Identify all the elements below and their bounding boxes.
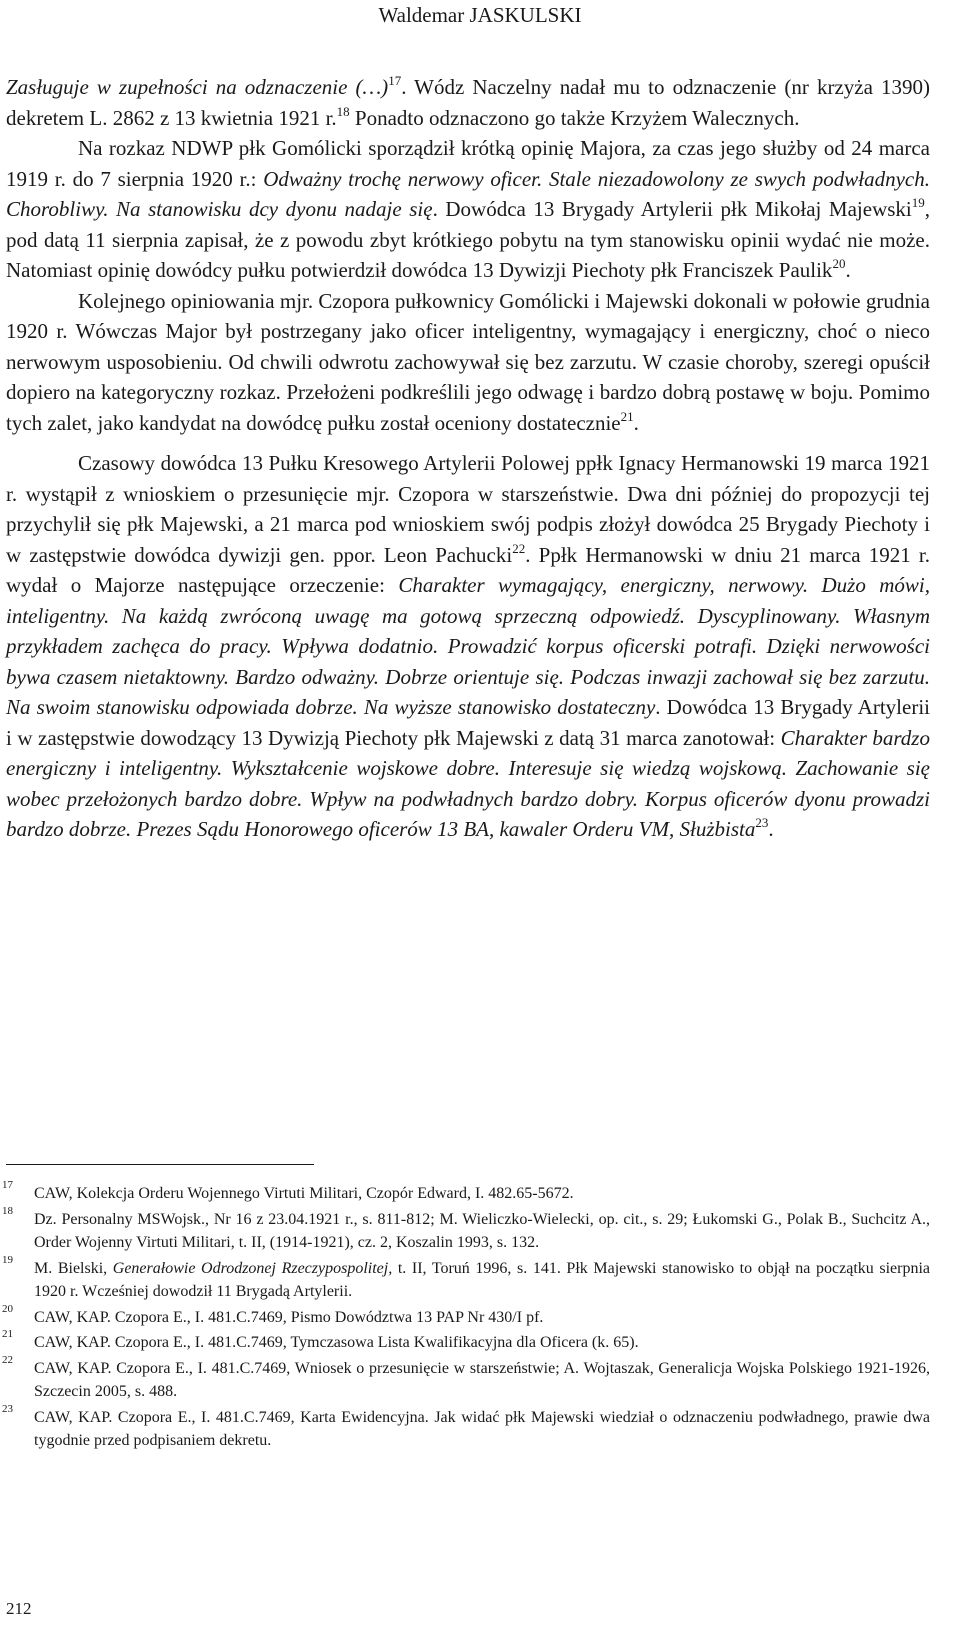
text-run: t. II, Toruń 1996, s. 141. Płk Majewski stanowisko to objął na początku sierpnia 1920 r. Wcześniej dowodził 11 Brygadą Artylerii. bbox=[34, 1259, 931, 1300]
text-run: CAW, KAP. Czopora E., I. 481.C.7469, Wniosek o przesunięcie w starszeństwie; A. Wojtaszak, Generalicja Wojska Polskiego 1921-1926, Szczecin 2005, s. 488. bbox=[34, 1359, 930, 1400]
footnote-text bbox=[34, 1182, 930, 1206]
footnote-number: 17 bbox=[2, 1179, 13, 1191]
footnote-ref: 21 bbox=[620, 408, 634, 424]
paragraph bbox=[6, 72, 930, 133]
footnote-number: 20 bbox=[2, 1302, 13, 1315]
text-run: CAW, KAP. Czopora E., I. 481.C.7469, Karta Ewidencyjna. Jak widać płk Majewski wiedział o odznaczeniu podwładnego, prawie dwa tygodnie przed podpisaniem dekretu. bbox=[34, 1408, 930, 1449]
footnote-text bbox=[34, 1208, 930, 1255]
paragraph bbox=[6, 448, 930, 845]
italic-text: Charakter wymagający, energiczny, nerwowy. Dużo mówi, inteligentny. Na każdą zwróconą uwagę ma gotową sprzeczną odpowiedź. Dyscyplinowany. Własnym przykładem zachęca do pracy. Wpływa dodatnio. Prowadzić korpus oficerski potrafi. Dzięki nerwowości bywa czasem nietaktowny. Bardzo odważny. Dobrze orientuje się. Podczas inwazji zachował się bez zarzutu. Na swoim stanowisku odpowiada dobrze. Na wyższe stanowisko dostateczny bbox=[6, 573, 930, 719]
footnote-ref: 20 bbox=[832, 256, 846, 271]
footnote-separator bbox=[6, 1164, 314, 1165]
footnote-text bbox=[34, 1406, 930, 1453]
text-run: . bbox=[845, 258, 851, 282]
text-run: Czasowy dowódca 13 Pułku Kresowego Artylerii Polowej ppłk Ignacy Hermanowski 19 marca 1921 r. wystąpił z wnioskiem o przesunięcie mjr. Czopora w starszeństwie. Dwa dni później do propozycji tej przychylił się płk Majewski, a 21 marca pod wnioskiem swój podpis złożył dowódca 25 Brygady Piechoty i w zastępstwie dowódca dywizji gen. ppor. Leon Pachucki bbox=[6, 451, 930, 567]
text-run: . Wódz Naczelny nadał mu to odznaczenie (nr krzyża 1390) dekretem L. 2862 z 13 kwietnia 1921 r. bbox=[6, 75, 930, 130]
footnotes bbox=[0, 1179, 931, 1455]
text-run: . bbox=[768, 817, 774, 841]
paragraph bbox=[6, 133, 930, 286]
footnote-number: 19 bbox=[2, 1253, 13, 1266]
page-number: 212 bbox=[6, 1599, 32, 1618]
footnote-number: 21 bbox=[2, 1328, 13, 1340]
running-header bbox=[0, 2, 960, 28]
paragraph bbox=[6, 286, 930, 439]
footnote-text bbox=[34, 1306, 930, 1330]
footnote-text bbox=[34, 1331, 930, 1355]
text-run: , pod datą 11 sierpnia zapisał, że z powodu zbyt krótkiego pobytu na tym stanowisku opinii wydać nie może. Natomiast opinię dowódcy pułku potwierdził dowódca 13 Dywizji Piechoty płk Franciszek Paulik bbox=[6, 197, 930, 282]
text-run: Ponadto odznaczono go także Krzyżem Walecznych. bbox=[349, 105, 800, 130]
footnote bbox=[0, 1204, 930, 1255]
footnote bbox=[0, 1353, 930, 1404]
text-run: . bbox=[633, 410, 639, 435]
text-run: CAW, KAP. Czopora E., I. 481.C.7469, Tymczasowa Lista Kwalifikacyjna dla Oficera (k. 65). bbox=[34, 1334, 639, 1351]
footnote-ref: 22 bbox=[512, 540, 526, 556]
text-run: . Ppłk Hermanowski w dniu 21 marca 1921 r. wydał o Majorze następujące orzeczenie: bbox=[6, 542, 930, 597]
text-run: . Dowódca 13 Brygady Artylerii i w zastępstwie dowodzący 13 Dywizją Piechoty płk Majewski z datą 31 marca zanotował: bbox=[6, 695, 930, 750]
footnote-ref: 18 bbox=[336, 103, 350, 119]
main-text bbox=[6, 72, 930, 845]
text-run: Dz. Personalny MSWojsk., Nr 16 z 23.04.1921 r., s. 811-812; M. Wieliczko-Wielecki, op. cit., s. 29; Łukomski G., Polak B., Suchcitz A., Order Wojenny Virtuti Militari, t. II, (1914-1921), cz. 2, Koszalin 1993, s. 132. bbox=[34, 1210, 930, 1251]
text-run: Kolejnego opiniowania mjr. Czopora pułkownicy Gomólicki i Majewski dokonali w połowie grudnia 1920 r. Wówczas Major był postrzegany jako oficer inteligentny, wymagający i energiczny, choć o nieco nerwowym usposobieniu. Od chwili odwrotu zachowywał się bez zarzutu. W czasie choroby, szeregi opuścił dopiero na kategoryczny rozkaz. Przełożeni podkreślili jego odwagę i bardzo dobrą postawę w boju. Pomimo tych zalet, jako kandydat na dowódcę pułku został oceniony dostatecznie bbox=[6, 288, 930, 435]
footnote bbox=[0, 1328, 930, 1355]
text-run: CAW, KAP. Czopora E., I. 481.C.7469, Pismo Dowództwa 13 PAP Nr 430/I pf. bbox=[34, 1308, 544, 1326]
footnote bbox=[0, 1302, 930, 1330]
footnote-number: 23 bbox=[2, 1402, 13, 1415]
italic-text: Generałowie Odrodzonej Rzeczypospolitej, bbox=[112, 1259, 393, 1277]
footnote bbox=[0, 1402, 930, 1453]
italic-text: Charakter bardzo energiczny i inteligentny. Wykształcenie wojskowe dobre. Interesuje się wiedzą wojskową. Zachowanie się wobec przełożonych bardzo dobre. Wpływ na podwładnych bardzo dobry. Korpus oficerów dyonu prowadzi bardzo dobrze. Prezes Sądu Honorowego oficerów 13 BA, kawaler Orderu VM, Służbista bbox=[6, 725, 930, 841]
footnote-text bbox=[34, 1357, 930, 1404]
footnote-text bbox=[34, 1257, 930, 1304]
text-run: M. Bielski, bbox=[34, 1259, 113, 1277]
footnote-ref: 17 bbox=[388, 73, 402, 88]
footnote-ref: 19 bbox=[911, 195, 925, 210]
text-run: CAW, Kolekcja Orderu Wojennego Virtuti Militari, Czopór Edward, I. 482.65-5672. bbox=[34, 1185, 574, 1202]
text-run: . Dowódca 13 Brygady Artylerii płk Mikołaj Majewski bbox=[432, 197, 912, 221]
footnote-number: 22 bbox=[2, 1353, 13, 1366]
italic-text: Odważny trochę nerwowy oficer. Stale niezadowolony ze swych podwładnych. Chorobliwy. Na stanowisku dcy dyonu nadaje się bbox=[6, 166, 930, 221]
footnote bbox=[0, 1179, 930, 1206]
footnote-number: 18 bbox=[2, 1204, 13, 1217]
italic-text: Zasługuje w zupełności na odznaczenie (…) bbox=[6, 75, 389, 99]
text-run: Na rozkaz NDWP płk Gomólicki sporządził krótką opinię Majora, za czas jego służby od 24 marca 1919 r. do 7 sierpnia 1920 r.: bbox=[6, 136, 930, 191]
footnote-ref: 23 bbox=[755, 815, 769, 830]
header-author: Waldemar JASKULSKI bbox=[378, 3, 582, 27]
footnote bbox=[0, 1253, 931, 1304]
